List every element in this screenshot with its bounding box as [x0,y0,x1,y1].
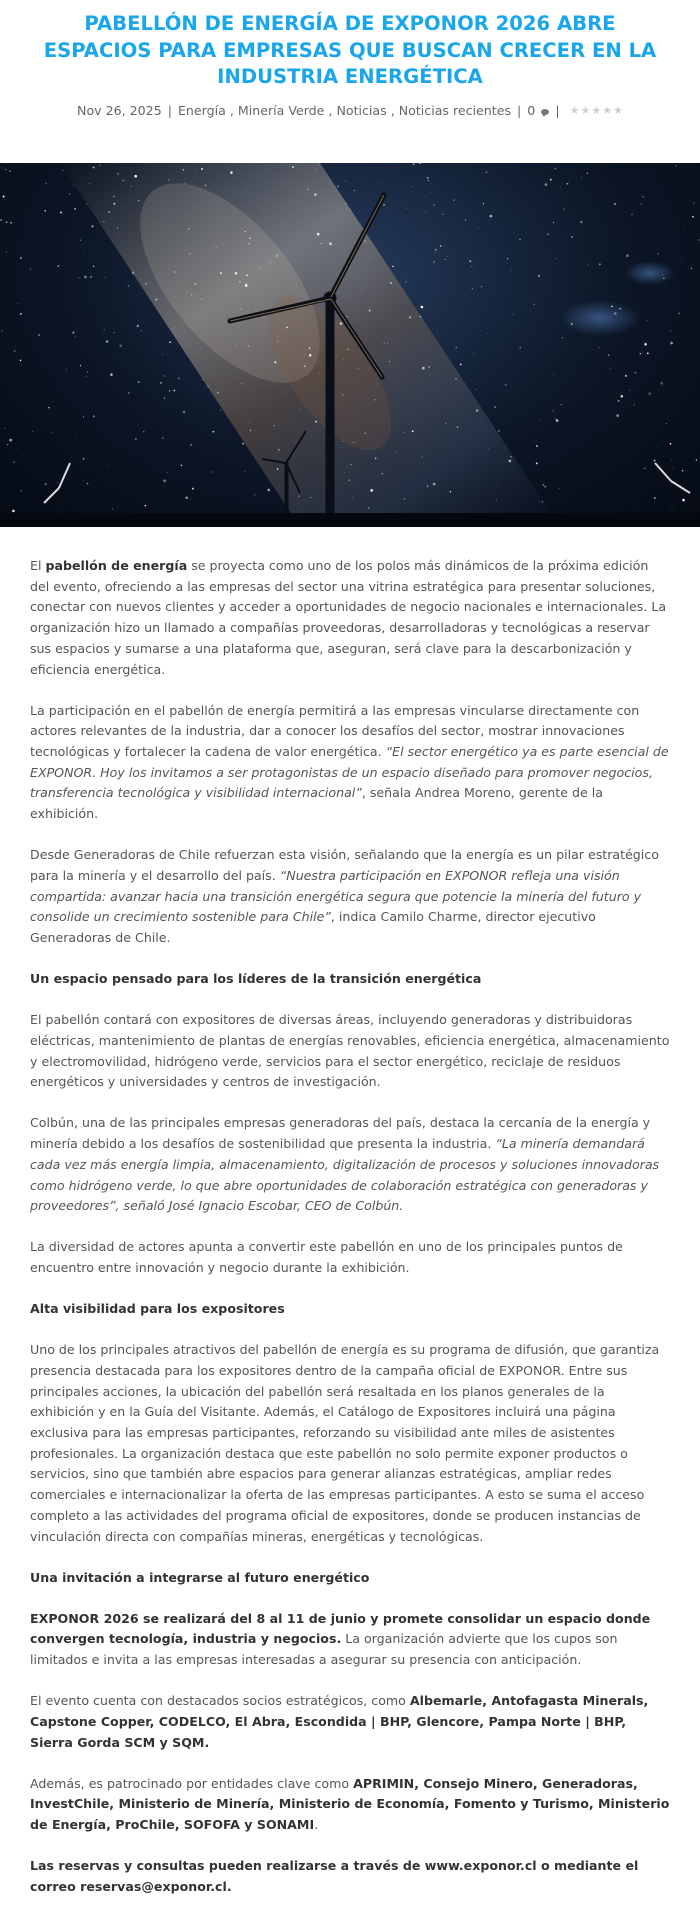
comment-bubble-icon [541,109,549,115]
paragraph: La participación en el pabellón de energía permitirá a las empresas vincularse directamente con actores relevantes de la industria, dar a conocer los desafíos del sector, mostrar innovaciones tecnológicas y fortalecer la cadena de valor energética. “El sector energético ya es parte esencial de EXPONOR. Hoy los invitamos a ser protagonistas de un espacio diseñado para promover negocios, transferencia tecnológica y visibilidad internacional”, señala Andrea Moreno, gerente de la exhibición. [30,701,670,825]
night-sky-wind-turbines-illustration [0,163,700,527]
section-heading: Alta visibilidad para los expositores [30,1299,670,1320]
category-link-noticias[interactable]: Noticias [336,101,386,121]
hero-image [0,163,700,527]
star-icon[interactable]: ★ [580,101,590,121]
contact-paragraph: Las reservas y consultas pueden realizarse a través de www.exponor.cl o mediante el correo reservas@exponor.cl. [30,1856,670,1897]
meta-separator: | [168,101,172,121]
star-icon[interactable]: ★ [613,101,623,121]
quote: “La minería demandará cada vez más energía limpia, almacenamiento, digitalización de procesos y soluciones innovadoras como hidrógeno verde, lo que abre oportunidades de colaboración estratégica con generadoras y proveedores”, señaló José Ignacio Escobar, CEO de Colbún. [30,1136,659,1213]
category-sep: , [328,101,332,121]
star-rating[interactable] [570,101,623,121]
quote: “Nuestra participación en EXPONOR refleja una visión compartida: avanzar hacia una transición energética segura que potencie la minería del futuro y consolide un crecimiento sostenible para Chile” [30,868,641,924]
meta-separator: | [555,101,559,121]
paragraph: Además, es patrocinado por entidades clave como APRIMIN, Consejo Minero, Generadoras, InvestChile, Ministerio de Minería, Ministerio de Economía, Fomento y Turismo, Ministerio de Energía, ProChile, SOFOFA y SONAMI. [30,1774,670,1836]
comments-count-link[interactable] [527,101,549,121]
paragraph: EXPONOR 2026 se realizará del 8 al 11 de junio y promete consolidar un espacio donde convergen tecnología, industria y negocios. La organización advierte que los cupos son limitados e invita a las empresas interesadas a asegurar su presencia con anticipación. [30,1609,670,1671]
paragraph: El pabellón de energía se proyecta como uno de los polos más dinámicos de la próxima edición del evento, ofreciendo a las empresas del sector una vitrina estratégica para presentar soluciones, conectar con nuevos clientes y acceder a oportunidades de negocio nacionales e internacionales. La organización hizo un llamado a compañías proveedoras, desarrolladoras y tecnológicas a reservar sus espacios y sumarse a una plataforma que, aseguran, será clave para la descarbonización y eficiencia energética. [30,556,670,680]
paragraph: Colbún, una de las principales empresas generadoras del país, destaca la cercanía de la energía y minería debido a los desafíos de sostenibilidad que presenta la industria. “La minería demandará cada vez más energía limpia, almacenamiento, digitalización de procesos y soluciones innovadoras como hidrógeno verde, lo que abre oportunidades de colaboración estratégica con generadoras y proveedores”, señaló José Ignacio Escobar, CEO de Colbún. [30,1113,670,1217]
category-link-energia[interactable]: Energía [178,101,226,121]
section-heading: Una invitación a integrarse al futuro energético [30,1568,670,1589]
post-meta [40,101,660,121]
comments-count: 0 [527,103,535,118]
article-title: PABELLÓN DE ENERGÍA DE EXPONOR 2026 ABRE ESPACIOS PARA EMPRESAS QUE BUSCAN CRECER EN LA INDUSTRIA ENERGÉTICA [40,11,660,91]
star-icon[interactable]: ★ [591,101,601,121]
quote: “El sector energético ya es parte esencial de EXPONOR. Hoy los invitamos a ser protagonistas de un espacio diseñado para promover negocios, transferencia tecnológica y visibilidad internacional” [30,744,669,800]
category-sep: , [230,101,234,121]
category-link-noticias-recientes[interactable]: Noticias recientes [399,101,511,121]
meta-separator: | [517,101,521,121]
star-icon[interactable]: ★ [602,101,612,121]
star-icon[interactable]: ★ [570,101,580,121]
article-header [0,0,700,121]
category-sep: , [391,101,395,121]
paragraph: Uno de los principales atractivos del pabellón de energía es su programa de difusión, que garantiza presencia destacada para los expositores dentro de la campaña oficial de EXPONOR. Entre sus principales acciones, la ubicación del pabellón será resaltada en los planos generales de la exhibición y en la Guía del Visitante. Además, el Catálogo de Expositores incluirá una página exclusiva para las empresas participantes, reforzando su visibilidad ante miles de asistentes profesionales. La organización destaca que este pabellón no solo permite exponer productos o servicios, sino que también abre espacios para generar alianzas estratégicas, ampliar redes comerciales e internacionalizar la oferta de las empresas participantes. A esto se suma el acceso completo a las actividades del programa oficial de expositores, donde se producen instancias de vinculación directa con compañías mineras, energéticas y tecnológicas. [30,1340,670,1547]
category-link-mineria-verde[interactable]: Minería Verde [238,101,325,121]
post-date: Nov 26, 2025 [77,101,162,121]
article-body [30,556,670,1918]
section-heading: Un espacio pensado para los líderes de la transición energética [30,969,670,990]
paragraph: Desde Generadoras de Chile refuerzan esta visión, señalando que la energía es un pilar estratégico para la minería y el desarrollo del país. “Nuestra participación en EXPONOR refleja una visión compartida: avanzar hacia una transición energética segura que potencie la minería del futuro y consolide un crecimiento sostenible para Chile”, indica Camilo Charme, director ejecutivo Generadoras de Chile. [30,845,670,949]
paragraph: El pabellón contará con expositores de diversas áreas, incluyendo generadoras y distribuidoras eléctricas, mantenimiento de plantas de energías renovables, eficiencia energética, almacenamiento y electromovilidad, hidrógeno verde, servicios para el sector energético, reciclaje de residuos energéticos y universidades y centros de investigación. [30,1010,670,1093]
paragraph: La diversidad de actores apunta a convertir este pabellón en uno de los principales puntos de encuentro entre innovación y negocio durante la exhibición. [30,1237,670,1278]
paragraph: El evento cuenta con destacados socios estratégicos, como Albemarle, Antofagasta Minerals, Capstone Copper, CODELCO, El Abra, Escondida | BHP, Glencore, Pampa Norte | BHP, Sierra Gorda SCM y SQM. [30,1691,670,1753]
